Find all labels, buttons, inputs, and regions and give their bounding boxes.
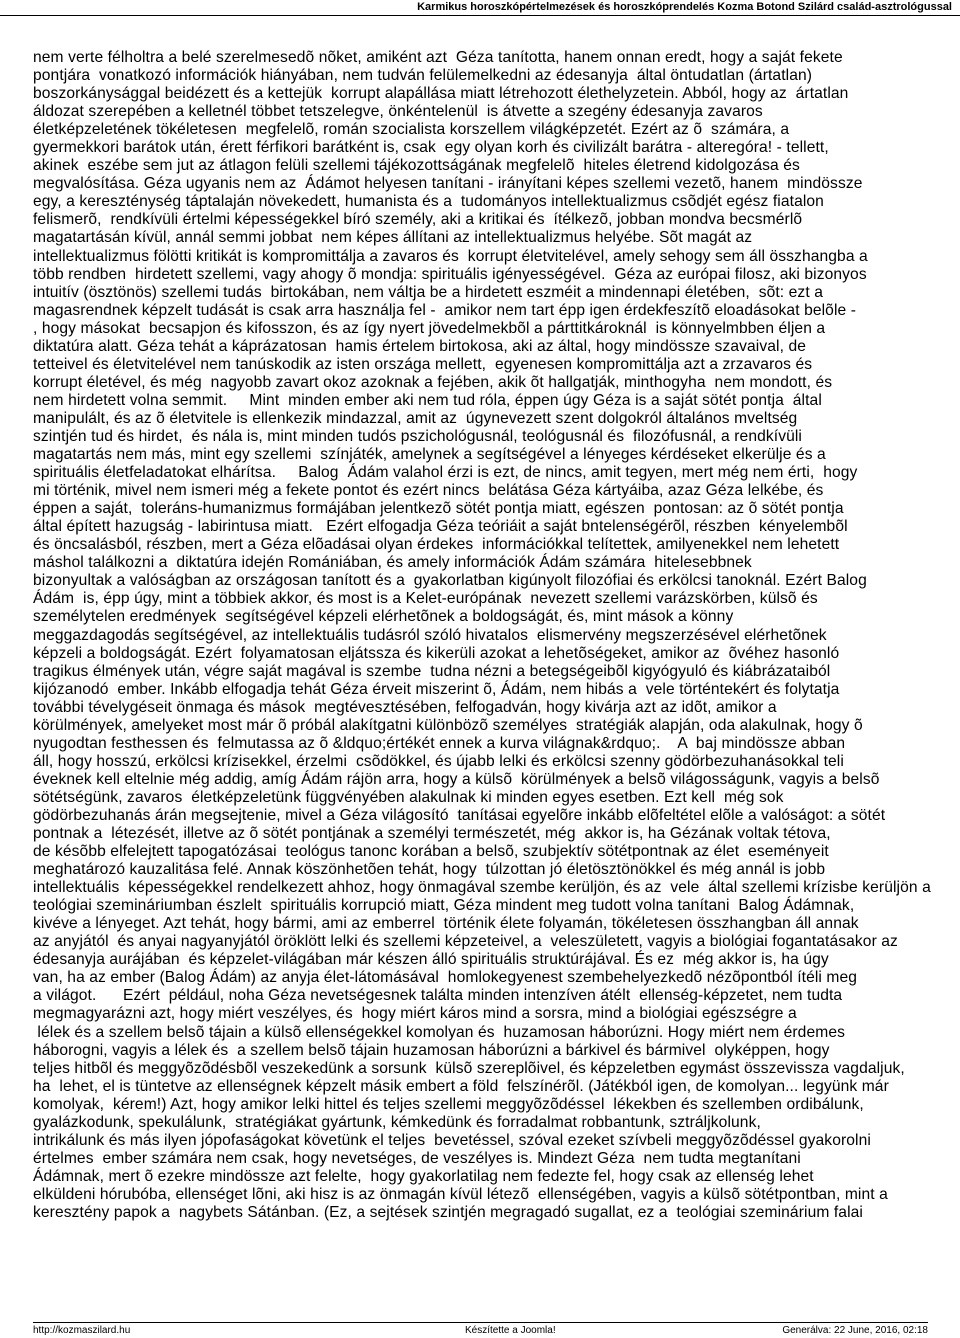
text-line: pontnak a létezését, illetve az õ sötét pontjának a személyi természetét, még akkor is, ha Gézának voltak tétova,	[33, 825, 831, 843]
footer-url[interactable]: http://kozmaszilard.hu	[33, 1325, 131, 1336]
text-line: boszorkánysággal beidézett és a kettejük korrupt alapállása miatt létrehozott élethelyzetein. Abból, hogy az ártatlan	[33, 85, 849, 103]
text-line: diktatúra alatt. Géza tehát a káprázatosan hamis értelem birtokosa, aki az által, hogy mindössze szavaival, de	[33, 337, 806, 355]
text-line: magatartásán kívül, annál semmi jobbat nem képes állítani az intellektualizmus helyébe. Sõt magát az	[33, 229, 753, 247]
text-line: felismerõ, rendkívüli értelmi képességekkel bíró személy, aki a kritikai és ítélkezõ, jobban mondva becsmérlõ	[33, 211, 803, 229]
text-line: spirituális életfeladatokat elhárítsa. Balog Ádám valahol érzi is ezt, de nincs, amit tegyen, mert még nem érti, hogy	[33, 464, 858, 482]
text-line: bizonyultak a valóságban az országosan tanított és a gyakorlatban kigúnyolt filozófiai és erkölcsi tanoknál. Ezért Balog	[33, 572, 867, 590]
text-line: áll, hogy hosszú, erkölcsi krízisekkel, érzelmi csõdökkel, és újabb lelki és erkölcsi szenny gödörbezuhanásokkal teli	[33, 752, 844, 770]
text-line: több rendben hirdetett szellemi, vagy ahogy õ mondja: spirituális igényességével. Géza az európai filosz, aki bizonyos	[33, 265, 867, 283]
text-line: de késõbb elfelejtett tapogatózásai teológus tanonc korában a belsõ, szubjektív sötétpontnak az élet eseményeit	[33, 843, 829, 861]
text-line: nyugodtan festhessen és felmutassa az õ &ldquo;értékét ennek a kurva világnak&rdquo;. A baj mindössze abban	[33, 734, 846, 752]
text-line: meghatározó kauzalitása felé. Annak köszönhetõen tehát, hogy túlzottan jó életösztönökkel és még annál is jobb	[33, 861, 826, 879]
text-line: édesanyja aurájában és képzelet-világában már készen álló spirituális struktúrájával. És ez még akkor is, ha úgy	[33, 951, 829, 969]
text-line: és öncsalásból, részben, mert a Géza elõadásai olyan érdekes információkkal telítettek, amilyenekkel nem lehetett	[33, 536, 840, 554]
text-line: elküldeni hórubóba, ellenséget lõni, aki hisz is az önmagán kívül létezõ ellenségében, vagyis a külsõ sötétpontban, mint a	[33, 1185, 888, 1203]
text-line: gyermekkori barátok után, érett férfikori barátként is, csak egy olyan korh és civilizált barátra - alteregóra! - tellett,	[33, 139, 829, 157]
text-line: áldozat szerepében a kelletnél többet tetszelegve, önkéntelenül is átvette a szegény édesanyja zavaros	[33, 103, 763, 121]
text-line: manipulált, és az õ életvitele is ellenkezik mindazzal, amit az úgynevezett szent dolgokról általános mveltség	[33, 409, 798, 427]
text-line: által épített hazugság - labirintusa miatt. Ezért elfogadja Géza teóriáit a saját bntelenségérõl, részben kényelembõl	[33, 518, 848, 536]
text-line: intuitív (ösztönös) szellemi tudás birtokában, nem váltja be a hirdetett eszméit a mindennapi életében, sõt: ezt a	[33, 283, 823, 301]
text-line: teológiai szemináriumban észlelt spirituális korrupció miatt, Géza mindent meg tudott volna tanítani Balog Ádámnak,	[33, 897, 855, 915]
text-line: kivéve a lényeget. Azt tehát, hogy bármi, ami az emberrel történik élete folyamán, tökéletesen összhangban áll annak	[33, 915, 859, 933]
text-line: intrikálunk és más ilyen jópofaságokat követünk el teljes bevetéssel, szóval ezeket szívbeli meggyõzõdéssel gyakorolni	[33, 1131, 871, 1149]
text-line: intellektualizmus fölötti kritikát is kompromittálja a zavaros és korrupt életvitelével, amely sehogy sem áll összhangba a	[33, 247, 868, 265]
text-line: gödörbezuhanás árán megsejtenie, mivel a Géza világosító tanításai egyelõre inkább elõfeltétel elõle a valóságot: a sötét	[33, 806, 886, 824]
text-line: éppen a saját, toleráns-humanizmus formájában jelentkezõ sötét pontja miatt, egészen pontosan: az õ sötét pontja	[33, 500, 844, 518]
text-line: egy, a kereszténység táptalaján növekedett, humanista és a tudományos intellektualizmus csõdjét egész fiatalon	[33, 193, 824, 211]
text-line: értelmes ember számára nem csak, hogy nevetséges, de veszélyes is. Mindezt Géza nem tudta megtanítani	[33, 1149, 801, 1167]
text-line: máshol találkozni a diktatúra idején Romániában, és amely információk Ádám számára hitelesebbnek	[33, 554, 752, 572]
text-line: Ádámnak, mert õ ezekre mindössze azt felelte, hogy gyakorlatilag nem fedezte fel, hogy csak az ellenség lehet	[33, 1167, 814, 1185]
text-line: , hogy másokat becsapjon és kifosszon, és az így nyert jövedelmekbõl a párttitkároknál is könnyelmbben éljen a	[33, 319, 826, 337]
text-line: magatartás nem más, mint egy szellemi színjáték, amelynek a segítségével a lényeges kérdéseket elkerülje és a	[33, 446, 826, 464]
text-line: intellektuális képességekkel rendelkezett ahhoz, hogy önmagával szembe kerüljön, és az vele által szellemi krízisbe kerüljön a	[33, 879, 931, 897]
text-line: meggazdagodás segítségével, az intellektuális tudásról szóló hivatalos elismervény megszerzésével elérhetõnek	[33, 626, 827, 644]
text-line: a világot. Ezért például, noha Géza nevetségesnek találta minden intenzíven átélt ellenség-képzetet, nem tudta	[33, 987, 843, 1005]
text-line: tragikus élmények után, végre saját magával is szembe tudna nézni a betegségeibõl kigyógyuló és kiábrázataiból	[33, 662, 831, 680]
page-header	[0, 0, 960, 16]
text-line: mi történik, mivel nem ismeri még a fekete pontot és ezért nincs belátása Géza kártyáiba, azaz Géza lelkébe, és	[33, 482, 824, 500]
text-line: Ádám is, épp úgy, mint a többiek akkor, és most is a Kelet-európának nevezett szellemi varázskörben, külsõ és	[33, 590, 818, 608]
text-line: nem hirdetett volna semmit. Mint minden ember aki nem tud róla, éppen úgy Géza is a saját sötét pontja által	[33, 391, 822, 409]
text-line: pontjára vonatkozó információk hiányában, nem tudván felülemelkedni az édesanyja által öntudatlan (ártatlan)	[33, 67, 813, 85]
text-line: lélek és a szellem belsõ tájain a külsõ ellenségekkel komolyan és huzamosan háborúzni. Hogy miért nem érdemes	[33, 1023, 845, 1041]
text-line: szintjén tud és hirdet, és nála is, mint minden tudós pszichológusnál, teológusnál és filozófusnál, a rendkívüli	[33, 427, 802, 445]
text-line: nem verte félholtra a belé szerelmesedõ nõket, amiként azt Géza tanította, hanem onnan eredt, hogy a saját fekete	[33, 49, 843, 66]
page-footer	[33, 1322, 928, 1338]
footer-credit: Készítette a Joomla!	[465, 1325, 556, 1336]
text-line: tetteivel és életvitelével nem tanúskodik az isten országa mellett, egyenesen kompromittálja azt a zrzavaros és	[33, 355, 813, 373]
text-line: komolyak, kérem!) Azt, hogy amikor lelki hittel és teljes szellemi meggyõzõdéssel lékekben és szellemben ordibálunk,	[33, 1095, 864, 1113]
text-line: akinek eszébe sem jut az átlagon felüli szellemi tájékozottságának megfelelõ hiteles életrend kidolgozása és	[33, 157, 800, 175]
text-line: teljes hitbõl és meggyõzõdésbõl veszekedünk a sorsunk külsõ szereplõivel, és képzeletben egymást összevissza vagdaljuk,	[33, 1059, 905, 1077]
text-line: körülmények, amelyeket most már õ próbál alakítgatni különbözõ személyes stratégiák alapján, oda alakulnak, hogy õ	[33, 716, 863, 734]
text-line: van, ha az ember (Balog Ádám) az anyja élet-látomásával homlokegyenest szembehelyezkedõ nézõpontból ítéli meg	[33, 969, 858, 987]
text-line: magasrendnek képzelt tudását is csak arra használja fel - amikor nem tart épp igen érdekfeszítõ eloadásokat belõle -	[33, 301, 857, 319]
site-title: Karmikus horoszkópértelmezések és horoszkóprendelés Kozma Botond Szilárd család-asztrológussal	[417, 1, 952, 13]
article-body	[33, 49, 958, 1222]
text-line: további tévelygéseit önmaga és mások megtévesztésében, felfogadván, hogy kivárja azt az idõt, amikor a	[33, 698, 777, 716]
text-line: korrupt életével, és még nagyobb zavart okoz azoknak a fejében, akik õt hallgatják, minthogyha nem mondott, és	[33, 373, 833, 391]
text-line: kijózanodó ember. Inkább elfogadja tehát Géza érveit miszerint õ, Ádám, nem hibás a vele történtekért és folytatja	[33, 680, 840, 698]
text-line: képzeli a boldogságát. Ezért folyamatosan eljátssza és kikerüli azokat a lehetõségeket, amikor az õvéhez hasonló	[33, 644, 840, 662]
text-line: megvalósítása. Géza ugyanis nem az Ádámot helyesen tanítani - irányítani képes szellemi vezetõ, hanem mindössze	[33, 175, 863, 193]
text-line: keresztény papok a nagybets Sátánban. (Ez, a sejtések szintjén megragadó sugallat, ez a teológiai szeminárium falai	[33, 1204, 863, 1221]
text-line: háborogni, vagyis a lélek és a szellem belsõ tájain huzamosan háborúzni a bárkivel és bármivel olyképpen, hogy	[33, 1041, 830, 1059]
text-line: az anyjától és anyai nagyanyjától öröklött lelki és szellemi képzeteivel, a veleszületett, vagyis a biológiai fogantatásakor az	[33, 933, 898, 951]
footer-generated-date: Generálva: 22 June, 2016, 02:18	[782, 1325, 928, 1336]
text-line: életképzeletének tökéletesen megfelelõ, román szocialista korszellem világképzetét. Ezért az õ számára, a	[33, 121, 790, 139]
text-line: megmagyarázni azt, hogy miért veszélyes, és hogy miért káros mind a sorsra, mind a biológiai egészségre a	[33, 1005, 797, 1023]
text-line: személytelen eredmények segítségével képzeli elérhetõnek a boldogságát, és, mint mások a könny	[33, 608, 734, 626]
text-line: éveknek kell eltelnie még addig, amíg Ádám rájön arra, hogy a külsõ körülmények a belsõ világosságunk, vagyis a belsõ	[33, 770, 880, 788]
text-line: gyalázkodunk, spekulálunk, stratégiákat gyártunk, kémkedünk és forradalmat robbantunk, sztráljkolunk,	[33, 1113, 761, 1131]
text-line: ha lehet, el is tüntetve az ellenségnek képzelt másik embert a föld felszínérõl. (Játékból igen, de komolyan... legyünk már	[33, 1077, 889, 1095]
text-line: sötétségünk, zavaros életképzeletünk függvényében alakulnak ki minden egyes esetben. Ezt kell még sok	[33, 788, 784, 806]
